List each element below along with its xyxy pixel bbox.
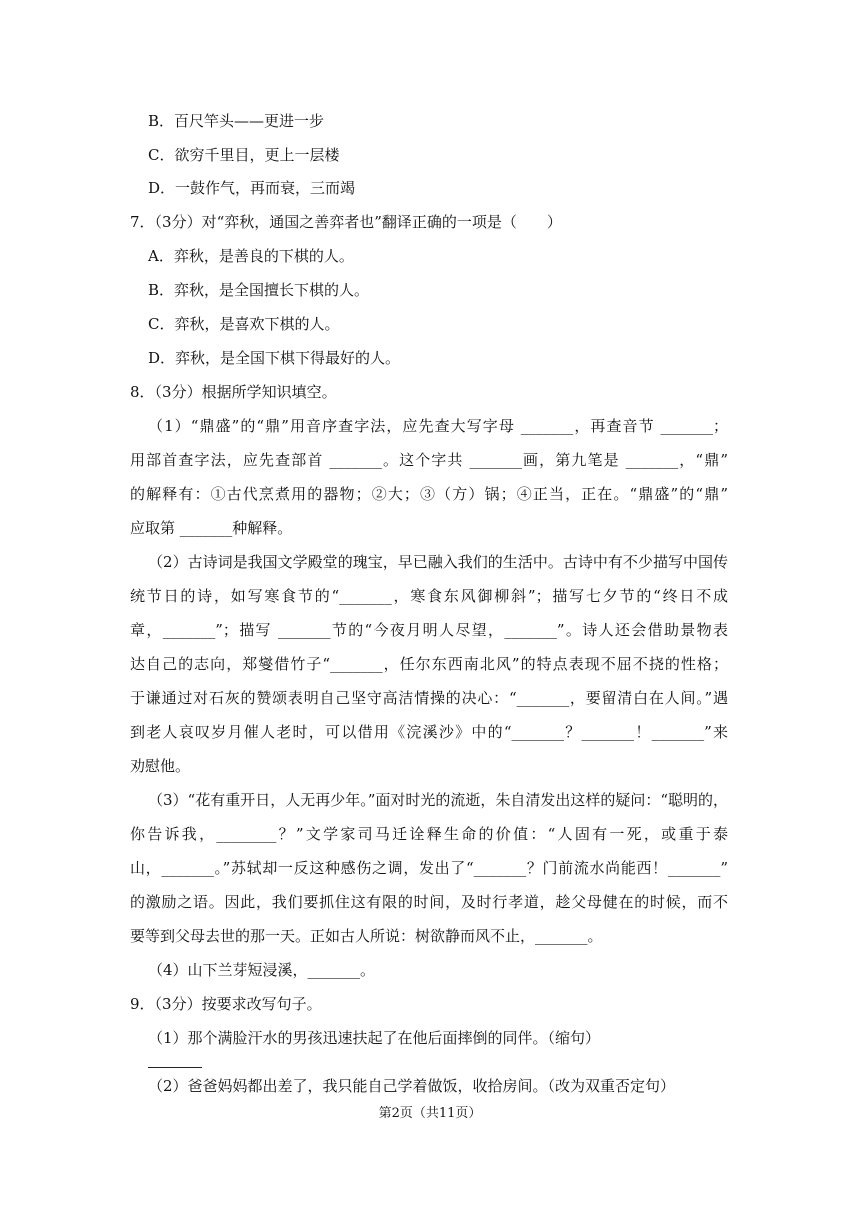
q8-p2-line-6: 到老人哀叹岁月催人老时，可以借用《浣溪沙》中的“_______？_______！_______”来	[130, 723, 728, 741]
q9-sentence-2: （2）爸爸妈妈都出差了，我只能自己学着做饭，收拾房间。（改为双重否定句）	[148, 1077, 676, 1095]
q8-p1-line-1: （1）“鼎盛”的“鼎”用音序查字法，应先查大写字母 _______，再查音节 _______；	[148, 417, 728, 435]
q9-stem: 9．（3分）按要求改写句子。	[130, 995, 322, 1013]
q7-stem: 7．（3分）对“弈秋，通国之善弈者也”翻译正确的一项是（ ）	[130, 213, 562, 231]
q9-sentence-1: （1）那个满脸汗水的男孩迅速扶起了在他后面摔倒的同伴。（缩句）	[148, 1029, 601, 1047]
q8-p1-line-3: 的解释有：①古代烹煮用的器物；②大；③（方）锅；④正当，正在。“鼎盛”的“鼎”	[130, 485, 728, 503]
q8-p3-line-1: （3）“花有重开日，人无再少年。”面对时光的流逝，朱自清发出这样的疑问：“聪明的，	[148, 791, 729, 809]
q8-p3-line-3: 山，_______。”苏轼却一反这种感伤之调，发出了“_______？门前流水尚能西！_______”	[130, 859, 728, 877]
q8-p3-line-5: 要等到父母去世的那一天。正如古人所说：树欲静而风不止，_______。	[130, 927, 603, 945]
q7-option-d: D．弈秋，是全国下棋下得最好的人。	[148, 349, 401, 367]
q6-option-d: D．一鼓作气，再而衰，三而竭	[148, 179, 356, 197]
q6-option-c: C．欲穷千里目，更上一层楼	[148, 146, 340, 164]
q8-p4: （4）山下兰芽短浸溪，_______。	[148, 961, 376, 979]
q7-option-c: C．弈秋，是喜欢下棋的人。	[148, 315, 340, 333]
q8-p2-line-7: 劝慰他。	[130, 757, 191, 775]
q7-option-b: B．弈秋，是全国擅长下棋的人。	[148, 281, 370, 299]
q8-p3-line-2: 你告诉我，________？”文学家司马迁诠释生命的价值：“人固有一死，或重于泰	[130, 825, 728, 843]
q8-p1-line-2: 用部首查字法，应先查部首 _______。这个字共 _______画，第九笔是 _______，“鼎”	[130, 451, 728, 469]
q8-p2-line-1: （2）古诗词是我国文学殿堂的瑰宝，早已融入我们的生活中。古诗中有不少描写中国传	[148, 553, 728, 571]
q8-p2-line-4: 达自己的志向，郑燮借竹子“_______，任尔东西南北风”的特点表现不屈不挠的性格；	[130, 655, 728, 673]
q7-option-a: A．弈秋，是善良的下棋的人。	[148, 247, 354, 265]
answer-blank-line	[148, 1067, 202, 1068]
q8-p3-line-4: 的激励之语。因此，我们要抓住这有限的时间，及时行孝道，趁父母健在的时候，而不	[130, 893, 728, 911]
q8-p1-line-4: 应取第 _______种解释。	[130, 519, 293, 537]
q8-p2-line-5: 于谦通过对石灰的赞颂表明自己坚守高洁情操的决心：“_______，要留清白在人间。”遇	[130, 689, 728, 707]
page-footer: 第2页（共11页）	[378, 1106, 482, 1121]
q8-stem: 8．（3分）根据所学知识填空。	[130, 383, 337, 401]
q6-option-b: B．百尺竿头——更进一步	[148, 112, 325, 130]
q8-p2-line-2: 统节日的诗，如写寒食节的“_______，寒食东风御柳斜”；描写七夕节的“终日不成	[130, 587, 728, 605]
q8-p2-line-3: 章，_______”；描写 _______节的“今夜月明人尽望，_______”。诗人还会借助景物表	[130, 621, 728, 639]
